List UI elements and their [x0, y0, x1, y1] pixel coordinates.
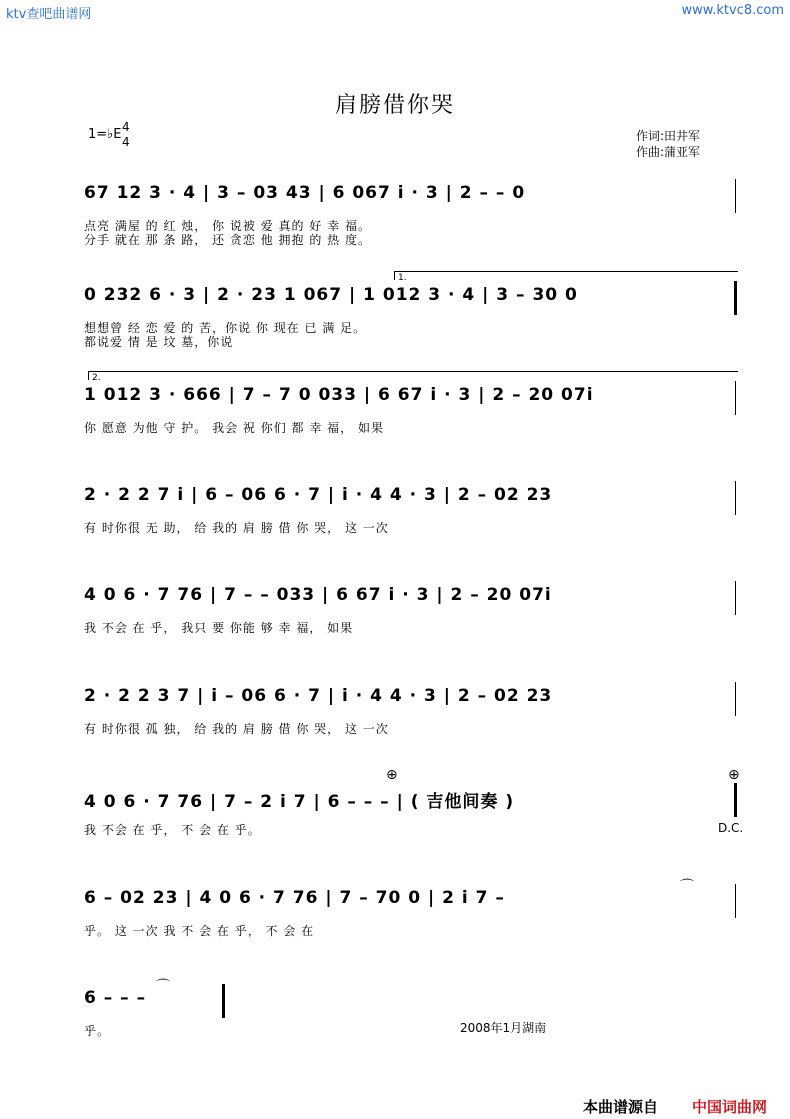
notation-row: 6 – 02 23 | 4 0 6 · 7 76 | 7 – 70 0 | 2 i 7 – — [84, 888, 505, 908]
final-barline — [734, 783, 737, 817]
volta-bracket: 1. — [394, 271, 738, 280]
lyrics-verse-2: 分手 就在 那 条 路， 还 贪恋 他 拥抱 的 热 度。 — [84, 233, 371, 247]
score-line-4 — [80, 485, 740, 565]
time-signature — [122, 120, 130, 150]
barline — [735, 682, 736, 716]
volta-bracket: 2. — [88, 371, 738, 380]
lyrics-verse-1: 乎。 — [84, 1024, 111, 1038]
composer-credit: 作曲:蒲亚军 — [636, 145, 701, 159]
final-barline — [222, 984, 225, 1018]
fermata-icon: ⌒ — [680, 879, 694, 895]
time-signature-top: 4 — [122, 120, 130, 134]
score-line-6 — [80, 686, 740, 766]
barline — [735, 179, 736, 213]
score-line-7 — [80, 767, 744, 867]
fermata-icon: ⌒ — [156, 979, 170, 995]
barline — [735, 581, 736, 615]
key-signature: 1=♭E — [88, 127, 122, 142]
footer-date: 2008年1月湖南 — [460, 1021, 547, 1035]
notation-row: 1 012 3 · 666 | 7 – 7 0 033 | 6 67 i · 3 | 2 – 20 07i — [84, 385, 594, 405]
lyrics-verse-1: 有 时你很 孤 独， 给 我的 肩 膀 借 你 哭， 这 一次 — [84, 722, 389, 736]
score-line-9 — [80, 979, 740, 1068]
barline — [735, 381, 736, 415]
notation-row: 2 · 2 2 7 i | 6 – 06 6 · 7 | i · 4 4 · 3 | 2 – 02 23 — [84, 485, 553, 505]
song-title: 肩膀借你哭 — [334, 93, 455, 118]
lyrics-verse-1: 我 不会 在 乎， 不 会 在 乎。 — [84, 823, 261, 837]
lyrics-verse-1: 你 愿意 为他 守 护。 我会 祝 你们 都 幸 福， 如果 — [84, 421, 384, 435]
notation-row: 4 0 6 · 7 76 | 7 – – 033 | 6 67 i · 3 | 2 – 20 07i — [84, 585, 552, 605]
score-line-3 — [80, 373, 740, 465]
coda-sign-icon: ⊕ — [728, 767, 740, 783]
notation-row: 6 – – – — [84, 988, 147, 1008]
lyrics-verse-1: 点亮 满屋 的 红 烛， 你 说被 爱 真的 好 幸 福。 — [84, 219, 371, 233]
source-site-link[interactable]: 中国词曲网 — [692, 1098, 768, 1116]
lyrics-verse-1: 有 时你很 无 助， 给 我的 肩 膀 借 你 哭， 这 一次 — [84, 521, 389, 535]
score-line-2 — [80, 273, 740, 365]
lyrics-verse-1: 乎。 这 一次 我 不 会 在 乎， 不 会 在 — [84, 924, 315, 938]
time-signature-bottom: 4 — [122, 135, 130, 149]
notation-row: 0 232 6 · 3 | 2 · 23 1 067 | 1 012 3 · 4 | 3 – 30 0 — [84, 285, 578, 305]
coda-sign-icon: ⊕ — [386, 767, 398, 783]
barline — [735, 481, 736, 515]
score-line-1 — [80, 183, 740, 263]
notation-row: 67 12 3 · 4 | 3 – 03 43 | 6 067 i · 3 | 2 – – 0 — [84, 183, 526, 203]
lyrics-verse-1: 我 不会 在 乎， 我只 要 你能 够 幸 福， 如果 — [84, 621, 354, 635]
watermark-left: ktv查吧曲谱网 — [6, 7, 92, 22]
watermark-right: www.ktvc8.com — [681, 3, 784, 18]
dc-marking: D.C. — [718, 821, 744, 835]
lyricist-credit: 作词:田井军 — [636, 129, 701, 143]
notation-row: 4 0 6 · 7 76 | 7 – 2 i 7 | 6 – – – | ( 吉他间奏 ) — [84, 792, 515, 812]
score-line-5 — [80, 585, 740, 665]
lyrics-verse-2: 都说爱 情 是 坟 墓，你说 — [84, 335, 234, 349]
lyrics-verse-1: 想想曾 经 恋 爱 的 苦，你说 你 现在 已 满 足。 — [84, 321, 367, 335]
repeat-barline — [734, 281, 737, 315]
notation-row: 2 · 2 2 3 7 | i – 06 6 · 7 | i · 4 4 · 3 | 2 – 02 23 — [84, 686, 553, 706]
barline — [735, 884, 736, 918]
score-line-8 — [80, 879, 740, 968]
source-label: 本曲谱源自 — [583, 1098, 659, 1116]
